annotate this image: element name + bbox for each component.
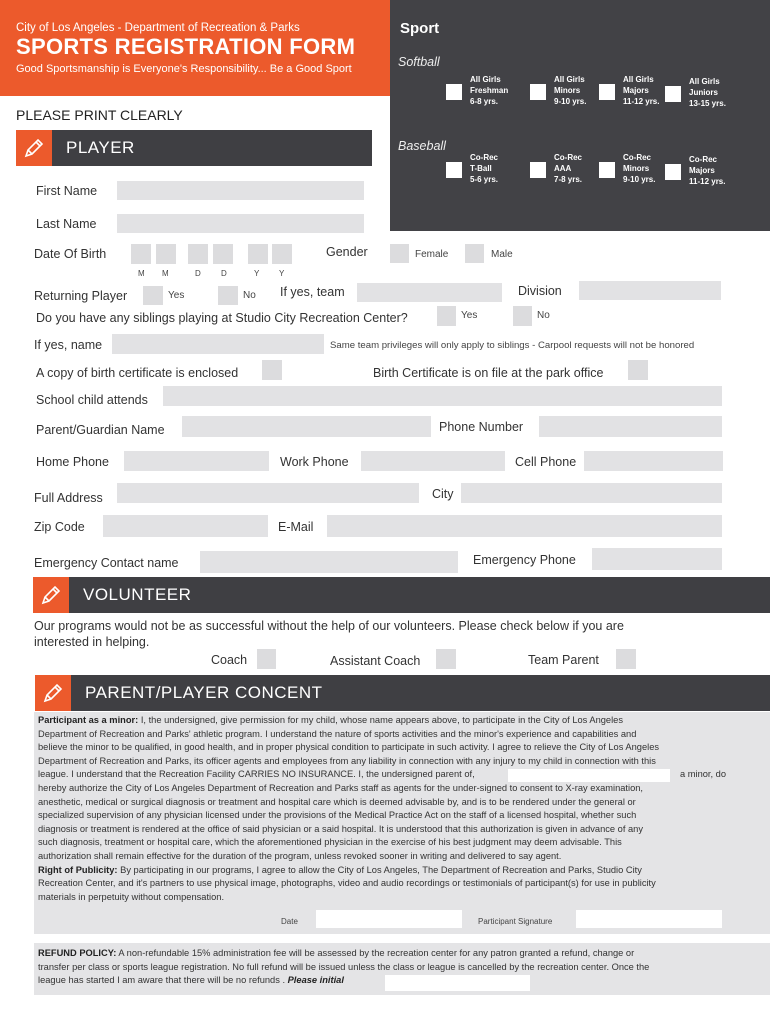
gender-label: Gender bbox=[326, 245, 368, 259]
last-name-label: Last Name bbox=[36, 217, 97, 231]
phone-field[interactable] bbox=[539, 416, 722, 437]
returning-label: Returning Player bbox=[34, 289, 128, 303]
phone-label: Phone Number bbox=[439, 420, 524, 434]
zip-field[interactable] bbox=[103, 515, 268, 537]
birth-cert-enclosed-checkbox[interactable] bbox=[262, 360, 282, 380]
consent-text: Participant as a minor: I, the undersigned, give permission for my child, whose name appears above, to participate in the City of Los Angeles Department of Recreation and Parks' athletic program. I understand the nature of sports activities and the minor's experience and capabilities and believe the minor to be qualified, in good health, and in proper physical condition to participate in such activity. I agree to relieve the City of Los Angeles Department of Recreation and Parks, its officer agents and employees from any liability in connection with any injury to my child in connection with this league. I understand that the Recreation Facility CARRIES NO INSURANCE. I, the undersigned parent of, a minor, do hereby authorize the City of Los Angeles Department of Recreation and Parks staff as agents for the under-signed to consent to X-ray examination, anesthetic, medical or surgical diagnosis or treatment and hospital care which is deemed advisable by, and is to be rendered under the general or specialized supervision of any physician licensed under the provisions of the Medical Practice Act on the staff of a licensed hospital, whether such diagnosis or treatment is rendered at the office of said physician or a said hospital. It is understood that this authorization is given in advance of any such diagnosis, treatment or hospital care, which the aforementioned physician in the exercise of his best judgment may deem advisable. This authorization shall remain effective for the duration of the program, unless revoked sooner in writing and delivered to say agent. Right of Publicity: By participating in our programs, I agree to allow the City of Los Angeles, The Department of Recreation and Parks, Studio City Recreation Center, and it's partners to use physical image, photographs, video and audio recordings or testimonials of participant(s) for use in publicity materials in perpetuity without compensation. bbox=[38, 715, 726, 902]
coach-checkbox[interactable] bbox=[257, 649, 276, 669]
checkbox[interactable] bbox=[446, 84, 462, 100]
print-note: PLEASE PRINT CLEARLY bbox=[16, 107, 183, 123]
assistant-coach-label: Assistant Coach bbox=[330, 654, 421, 668]
checkbox[interactable] bbox=[530, 84, 546, 100]
baseball-label: Baseball bbox=[398, 139, 446, 153]
returning-no-checkbox[interactable] bbox=[218, 286, 238, 305]
player-section-title: PLAYER bbox=[66, 138, 135, 157]
coach-label: Coach bbox=[211, 653, 248, 667]
email-field[interactable] bbox=[327, 515, 722, 537]
home-phone-label: Home Phone bbox=[36, 455, 109, 469]
org-name: City of Los Angeles - Department of Recreation & Parks bbox=[16, 22, 300, 34]
division-field[interactable] bbox=[579, 281, 721, 300]
dob-m-hint: M bbox=[138, 269, 145, 278]
form-title: SPORTS REGISTRATION FORM bbox=[16, 34, 356, 59]
volunteer-text-1: Our programs would not be as successful without the help of our volunteers. Please check below if you are bbox=[34, 619, 624, 633]
dob-year-2[interactable] bbox=[272, 244, 292, 264]
dob-y-hint: Y bbox=[279, 269, 285, 278]
sport-panel: Sport Softball Baseball All Girls Freshman 6-8 yrs. All Girls Minors 9-10 yrs. All Girls Majors 11-12 yrs. All Girls Juniors 13-15 yrs. Co-Rec T-Ball 5-6 yrs. Co-Rec AAA 7-8 yrs. Co-Rec Minors 9-10 yrs. Co-Rec Majors 11-12 yrs. bbox=[390, 0, 770, 231]
checkbox[interactable] bbox=[530, 162, 546, 178]
male-label: Male bbox=[491, 249, 513, 260]
last-name-field[interactable] bbox=[117, 214, 364, 233]
city-label: City bbox=[432, 487, 454, 501]
pencil-icon bbox=[33, 577, 69, 613]
emergency-name-label: Emergency Contact name bbox=[34, 556, 179, 570]
tagline: Good Sportsmanship is Everyone's Responsibility... Be a Good Sport bbox=[16, 63, 352, 75]
assistant-coach-checkbox[interactable] bbox=[436, 649, 456, 669]
volunteer-section-bar bbox=[33, 577, 770, 613]
consent-section-bar bbox=[35, 675, 770, 711]
zip-label: Zip Code bbox=[34, 520, 85, 534]
siblings-no-label: No bbox=[537, 310, 550, 321]
signature-label: Participant Signature bbox=[478, 917, 553, 926]
a-minor-do: a minor, do bbox=[680, 769, 726, 780]
pencil-icon bbox=[35, 675, 71, 711]
checkbox[interactable] bbox=[665, 86, 681, 102]
emergency-name-field[interactable] bbox=[200, 551, 458, 573]
form-header bbox=[0, 0, 392, 96]
city-field[interactable] bbox=[461, 483, 722, 503]
siblings-yes-label: Yes bbox=[461, 310, 478, 321]
emergency-phone-field[interactable] bbox=[592, 548, 722, 570]
work-phone-label: Work Phone bbox=[280, 455, 349, 469]
dob-y-hint: Y bbox=[254, 269, 260, 278]
consent-section-title: PARENT/PLAYER CONCENT bbox=[85, 683, 323, 702]
sibling-name-field[interactable] bbox=[112, 334, 324, 354]
dob-day-2[interactable] bbox=[213, 244, 233, 264]
refund-text: REFUND POLICY: A non-refundable 15% administration fee will be assessed by the recreation center for any patron granted a refund, change or transfer per class or sports league registration. No full refund will be issued unless the class or league is cancelled by the recreation center. Once the league has started I am aware that there will be no refunds . Please initial bbox=[38, 948, 650, 986]
siblings-no-checkbox[interactable] bbox=[513, 306, 532, 326]
cell-phone-label: Cell Phone bbox=[515, 455, 577, 469]
dob-m-hint: M bbox=[162, 269, 169, 278]
dob-day-1[interactable] bbox=[188, 244, 208, 264]
dob-d-hint: D bbox=[221, 269, 227, 278]
male-checkbox[interactable] bbox=[465, 244, 484, 263]
returning-no-label: No bbox=[243, 290, 256, 301]
dob-year-1[interactable] bbox=[248, 244, 268, 264]
first-name-field[interactable] bbox=[117, 181, 364, 200]
siblings-yes-checkbox[interactable] bbox=[437, 306, 456, 326]
address-label: Full Address bbox=[34, 491, 103, 505]
team-parent-label: Team Parent bbox=[528, 653, 599, 667]
birth-cert-enclosed-label: A copy of birth certificate is enclosed bbox=[36, 366, 239, 380]
signature-field[interactable] bbox=[576, 910, 722, 928]
sport-title: Sport bbox=[400, 20, 440, 37]
returning-yes-label: Yes bbox=[168, 290, 185, 301]
email-label: E-Mail bbox=[278, 520, 314, 534]
team-field[interactable] bbox=[357, 283, 502, 302]
volunteer-text-2: interested in helping. bbox=[34, 635, 150, 649]
first-name-label: First Name bbox=[36, 184, 98, 198]
guardian-label: Parent/Guardian Name bbox=[36, 423, 165, 437]
softball-label: Softball bbox=[398, 55, 440, 69]
dob-month-1[interactable] bbox=[131, 244, 151, 264]
volunteer-section-title: VOLUNTEER bbox=[83, 585, 192, 604]
date-field[interactable] bbox=[316, 910, 462, 928]
division-label: Division bbox=[518, 284, 562, 298]
cell-phone-field[interactable] bbox=[584, 451, 723, 471]
dob-month-2[interactable] bbox=[156, 244, 176, 264]
date-label: Date bbox=[281, 917, 298, 926]
checkbox[interactable] bbox=[599, 162, 615, 178]
if-yes-name-label: If yes, name bbox=[34, 338, 103, 352]
address-field[interactable] bbox=[117, 483, 419, 503]
siblings-question: Do you have any siblings playing at Studio City Recreation Center? bbox=[36, 311, 408, 325]
guardian-field[interactable] bbox=[182, 416, 431, 437]
checkbox[interactable] bbox=[446, 162, 462, 178]
emergency-phone-label: Emergency Phone bbox=[473, 553, 576, 567]
checkbox[interactable] bbox=[665, 164, 681, 180]
female-label: Female bbox=[415, 249, 449, 260]
pencil-icon bbox=[16, 130, 52, 166]
birth-cert-file-checkbox[interactable] bbox=[628, 360, 648, 380]
work-phone-field[interactable] bbox=[361, 451, 505, 471]
female-checkbox[interactable] bbox=[390, 244, 409, 263]
returning-yes-checkbox[interactable] bbox=[143, 286, 163, 305]
school-field[interactable] bbox=[163, 386, 722, 406]
birth-cert-file-label: Birth Certificate is on file at the park office bbox=[373, 366, 604, 380]
initial-field[interactable] bbox=[385, 975, 530, 991]
home-phone-field[interactable] bbox=[124, 451, 269, 471]
player-section-bar bbox=[16, 130, 372, 166]
if-yes-team-label: If yes, team bbox=[280, 285, 345, 299]
minor-name-field[interactable] bbox=[508, 769, 670, 782]
dob-d-hint: D bbox=[195, 269, 201, 278]
checkbox[interactable] bbox=[599, 84, 615, 100]
team-parent-checkbox[interactable] bbox=[616, 649, 636, 669]
school-label: School child attends bbox=[36, 393, 148, 407]
same-team-note: Same team privileges will only apply to siblings - Carpool requests will not be honored bbox=[330, 340, 695, 351]
dob-label: Date Of Birth bbox=[34, 247, 107, 261]
